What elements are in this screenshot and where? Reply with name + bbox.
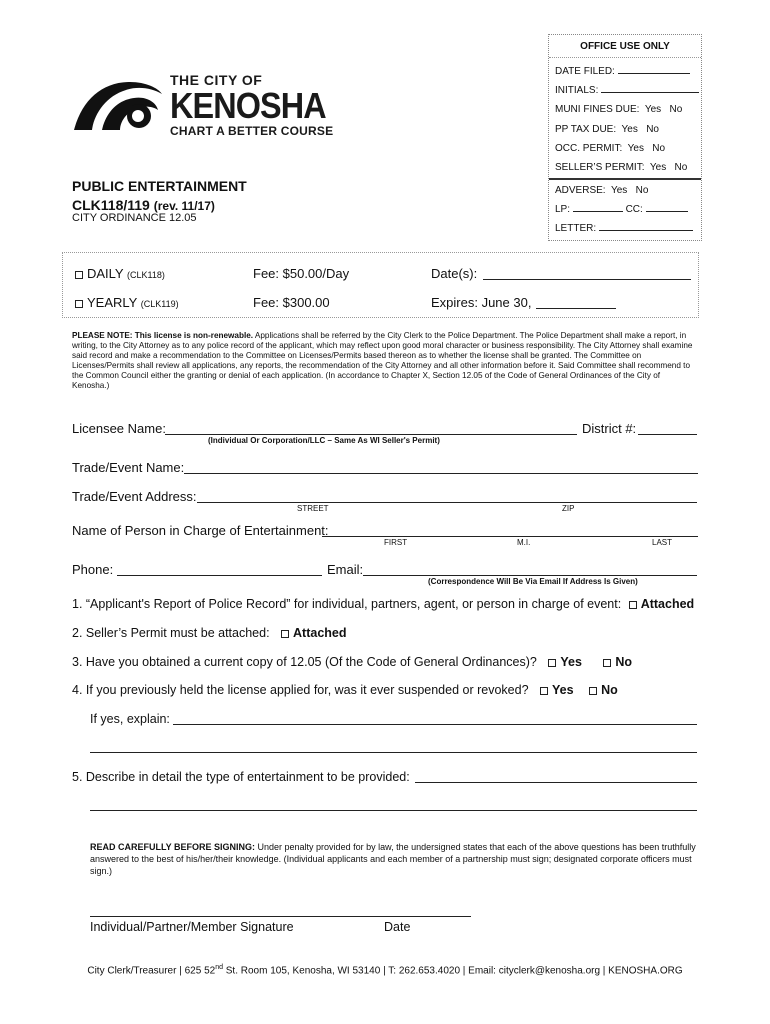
q3-no-checkbox[interactable]: [603, 659, 611, 667]
yearly-checkbox[interactable]: [75, 300, 83, 308]
expires-year-field[interactable]: [536, 308, 616, 309]
letter-label: LETTER:: [555, 223, 597, 234]
q1-attached-label: Attached: [640, 597, 695, 611]
email-field[interactable]: [363, 575, 697, 576]
daily-checkbox[interactable]: [75, 271, 83, 279]
footer: [0, 964, 770, 976]
zip-hint: ZIP: [562, 504, 575, 513]
daily-code: (CLK118): [127, 270, 165, 280]
muni-yes[interactable]: Yes: [644, 104, 662, 115]
initials-row: [555, 85, 699, 96]
signature-label: Individual/Partner/Member Signature: [90, 920, 294, 934]
ordinance: CITY ORDINANCE 12.05: [72, 212, 197, 224]
date-filed-row: [555, 66, 690, 77]
question-3: [72, 655, 632, 669]
district-label: District #:: [582, 421, 637, 436]
occ-no[interactable]: No: [652, 143, 666, 154]
lp-field[interactable]: [573, 211, 623, 212]
pp-tax-row: [555, 124, 659, 135]
licensee-field[interactable]: [165, 434, 577, 435]
question-4-text: 4. If you previously held the license applied for, was it ever suspended or revoked?: [72, 683, 529, 697]
sellers-permit-label: SELLER’S PERMIT:: [555, 162, 645, 173]
daily-option[interactable]: [75, 266, 165, 281]
sellers-permit-row: [555, 162, 687, 173]
sellers-no[interactable]: No: [674, 162, 688, 173]
trade-address-field[interactable]: [197, 502, 697, 503]
daily-fee: Fee: $50.00/Day: [253, 266, 350, 281]
divider: [549, 57, 701, 58]
page-title: PUBLIC ENTERTAINMENT: [72, 178, 247, 194]
notice-paragraph: [72, 331, 697, 391]
lp-cc-row: [555, 204, 688, 215]
letter-field[interactable]: [599, 230, 693, 231]
licensee-label: Licensee Name:: [72, 421, 166, 436]
q4-yes-checkbox[interactable]: [540, 687, 548, 695]
form-code-line: [72, 197, 215, 213]
describe-field-2[interactable]: [90, 810, 697, 811]
adverse-no[interactable]: No: [635, 185, 649, 196]
q4-yes-label: Yes: [552, 683, 574, 697]
signing-statement: [90, 841, 700, 877]
signing-text: Under penalty provided for by law, the undersigned states that each of the above questions has been truthfully answered to the best of his/her/their knowledge. (Individual applicants and each member of a partnership must sign; designated corporate officers must sign.): [90, 842, 696, 876]
explain-label: If yes, explain:: [90, 712, 170, 726]
first-hint: FIRST: [384, 538, 408, 547]
adverse-yes[interactable]: Yes: [610, 185, 628, 196]
muni-fines-label: MUNI FINES DUE:: [555, 104, 640, 115]
explain-field-1[interactable]: [173, 724, 697, 725]
person-field[interactable]: [322, 536, 698, 537]
logo-text: [170, 72, 343, 138]
q1-attached-checkbox[interactable]: [629, 601, 637, 609]
kenosha-logo-icon: [72, 80, 164, 137]
office-use-box: [548, 34, 702, 241]
q4-no-checkbox[interactable]: [589, 687, 597, 695]
form-rev: (rev. 11/17): [153, 199, 215, 213]
question-1: [72, 597, 694, 611]
muni-no[interactable]: No: [669, 104, 683, 115]
expires-label: Expires: June 30,: [431, 295, 532, 310]
logo-line-1: THE CITY OF: [170, 72, 263, 88]
initials-field[interactable]: [601, 92, 699, 93]
q3-no-label: No: [615, 655, 633, 669]
logo-line-2: KENOSHA: [170, 85, 326, 126]
notice-bold: PLEASE NOTE: This license is non-renewable.: [72, 331, 254, 340]
dates-field[interactable]: [483, 279, 691, 280]
q3-yes-label: Yes: [560, 655, 582, 669]
lp-label: LP:: [555, 204, 571, 215]
last-hint: LAST: [652, 538, 673, 547]
yearly-fee: Fee: $300.00: [253, 295, 330, 310]
trade-address-label: Trade/Event Address:: [72, 489, 197, 504]
office-use-title: OFFICE USE ONLY: [580, 41, 670, 52]
date-filed-label: DATE FILED:: [555, 66, 615, 77]
cc-field[interactable]: [646, 211, 688, 212]
signing-bold: READ CAREFULLY BEFORE SIGNING:: [90, 842, 256, 852]
explain-field-2[interactable]: [90, 752, 697, 753]
question-2-text: 2. Seller’s Permit must be attached:: [72, 626, 270, 640]
q4-no-label: No: [601, 683, 618, 697]
adverse-row: [555, 185, 648, 196]
person-label: Name of Person in Charge of Entertainment:: [72, 523, 329, 538]
email-hint: (Correspondence Will Be Via Email If Address Is Given): [428, 577, 638, 586]
pp-tax-label: PP TAX DUE:: [555, 124, 617, 135]
dates-label: Date(s):: [431, 266, 478, 281]
footer-post: St. Room 105, Kenosha, WI 53140 | T: 262.653.4020 | Email: cityclerk@kenosha.org | KENOSHA.ORG: [222, 965, 683, 977]
cc-label: CC:: [625, 204, 643, 215]
signature-field[interactable]: [90, 916, 471, 917]
form-code: CLK118/119: [72, 197, 150, 213]
licensee-hint: (Individual Or Corporation/LLC – Same As WI Seller's Permit): [208, 436, 440, 445]
date-filed-field[interactable]: [618, 73, 690, 74]
question-5: 5. Describe in detail the type of entertainment to be provided:: [72, 770, 410, 784]
trade-name-field[interactable]: [184, 473, 698, 474]
street-hint: STREET: [297, 504, 329, 513]
question-2: [72, 626, 347, 640]
letter-row: [555, 223, 693, 234]
logo-line-3: CHART A BETTER COURSE: [170, 124, 334, 138]
footer-sup: nd: [215, 964, 223, 971]
mi-hint: M.I.: [517, 538, 531, 547]
email-label: Email:: [327, 562, 364, 577]
yearly-option[interactable]: [75, 295, 179, 310]
trade-name-label: Trade/Event Name:: [72, 460, 185, 475]
pp-yes[interactable]: Yes: [621, 124, 638, 135]
occ-permit-row: [555, 143, 665, 154]
occ-yes[interactable]: Yes: [627, 143, 644, 154]
footer-pre: City Clerk/Treasurer | 625 52: [87, 965, 216, 977]
muni-fines-row: [555, 104, 682, 115]
date-label: Date: [384, 920, 411, 934]
q3-yes-checkbox[interactable]: [548, 659, 556, 667]
describe-field-1[interactable]: [415, 782, 697, 783]
yearly-label: YEARLY: [87, 295, 138, 310]
phone-field[interactable]: [117, 575, 322, 576]
adverse-label: ADVERSE:: [555, 185, 606, 196]
phone-label: Phone:: [72, 562, 114, 577]
yearly-code: (CLK119): [140, 299, 179, 309]
pp-no[interactable]: No: [646, 124, 659, 135]
q2-attached-checkbox[interactable]: [281, 630, 289, 638]
license-type-box: [62, 252, 699, 318]
question-1-text: 1. “Applicant's Report of Police Record” for individual, partners, agent, or person in charge of event:: [72, 597, 622, 611]
question-4: [72, 683, 618, 697]
sellers-yes[interactable]: Yes: [649, 162, 667, 173]
notice-text: Applications shall be referred by the City Clerk to the Police Department. The Police Department shall make a report, in writing, to the City Attorney as to any police record of the applicant, which may reflect upon good moral character or business responsibility. The City Attorney shall examine said record and make a recommendation to the Committee on Licenses/Permits based thereon as to whether the license shall be granted. The Committee on Licenses/Permits shall review all applications, any reports, the recommendation of the City Attorney and all other information before it. Said Committee shall recommend to the Common Council either the granting or denial of each application. (In accordance to Chapter X, Section 12.05 of the Code of General Ordinances of the City of Kenosha.): [72, 331, 693, 390]
divider-thick: [549, 178, 701, 180]
daily-label: DAILY: [87, 266, 124, 281]
district-field[interactable]: [638, 434, 697, 435]
initials-label: INITIALS:: [555, 85, 599, 96]
occ-permit-label: OCC. PERMIT:: [555, 143, 623, 154]
q2-attached-label: Attached: [293, 626, 347, 640]
question-3-text: 3. Have you obtained a current copy of 12.05 (Of the Code of General Ordinances)?: [72, 655, 537, 669]
